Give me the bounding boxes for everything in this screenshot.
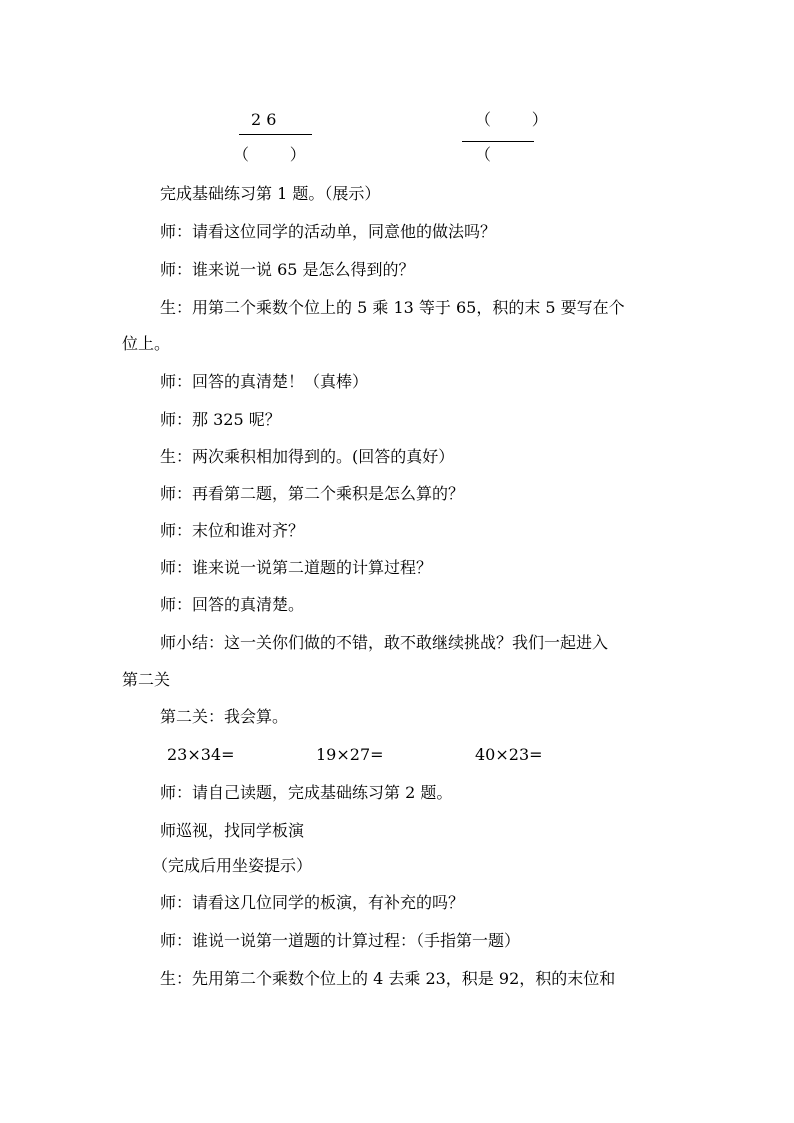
text-line-10: 师：末位和谁对齐？ bbox=[160, 521, 305, 540]
left-calc-rule bbox=[239, 134, 312, 135]
text-line-14: 第二关 bbox=[122, 670, 171, 689]
text-line-4: 生：用第二个乘数个位上的 5 乘 13 等于 65，积的末 5 要写在个 bbox=[160, 298, 625, 317]
text-line-8: 生：两次乘积相加得到的。(回答的真好） bbox=[160, 447, 455, 466]
right-calc-top: （ ） bbox=[475, 110, 548, 129]
text-line-11: 师：谁来说一说第二道题的计算过程？ bbox=[160, 558, 433, 577]
text-line-9: 师：再看第二题，第二个乘积是怎么算的？ bbox=[160, 484, 465, 503]
text-line-7: 师：那 325 呢？ bbox=[160, 410, 281, 429]
text-line-2: 师：请看这位同学的活动单，同意他的做法吗？ bbox=[160, 222, 497, 241]
text-line-15: 第二关：我会算。 bbox=[160, 707, 289, 726]
text-line-1: 完成基础练习第 1 题。（展示） bbox=[160, 184, 381, 203]
text-line-20: 师：谁说一说第一道题的计算过程：（手指第一题） bbox=[160, 931, 521, 950]
calculation-3: 40×23= bbox=[475, 745, 543, 764]
text-line-17: 师巡视，找同学板演 bbox=[160, 821, 305, 840]
text-line-19: 师：请看这几位同学的板演，有补充的吗？ bbox=[160, 893, 465, 912]
text-line-13: 师小结：这一关你们做的不错，敢不敢继续挑战？我们一起进入 bbox=[160, 633, 609, 652]
text-line-21: 生：先用第二个乘数个位上的 4 去乘 23，积是 92，积的末位和 bbox=[160, 969, 616, 988]
text-line-18: （完成后用坐姿提示） bbox=[152, 856, 313, 875]
right-calc-rule bbox=[462, 141, 534, 142]
calculation-2: 19×27= bbox=[316, 745, 384, 764]
text-line-16: 师：请自己读题，完成基础练习第 2 题。 bbox=[160, 783, 453, 802]
text-line-5: 位上。 bbox=[122, 334, 171, 353]
text-line-3: 师：谁来说一说 65 是怎么得到的？ bbox=[160, 260, 415, 279]
right-calc-bottom: （ bbox=[475, 145, 492, 164]
left-calc-bottom: （ ） bbox=[233, 145, 306, 164]
left-calc-top: 2 6 bbox=[251, 110, 277, 129]
text-line-6: 师：回答的真清楚！（真棒） bbox=[160, 372, 369, 391]
text-line-12: 师：回答的真清楚。 bbox=[160, 595, 305, 614]
calculation-1: 23×34= bbox=[167, 745, 235, 764]
